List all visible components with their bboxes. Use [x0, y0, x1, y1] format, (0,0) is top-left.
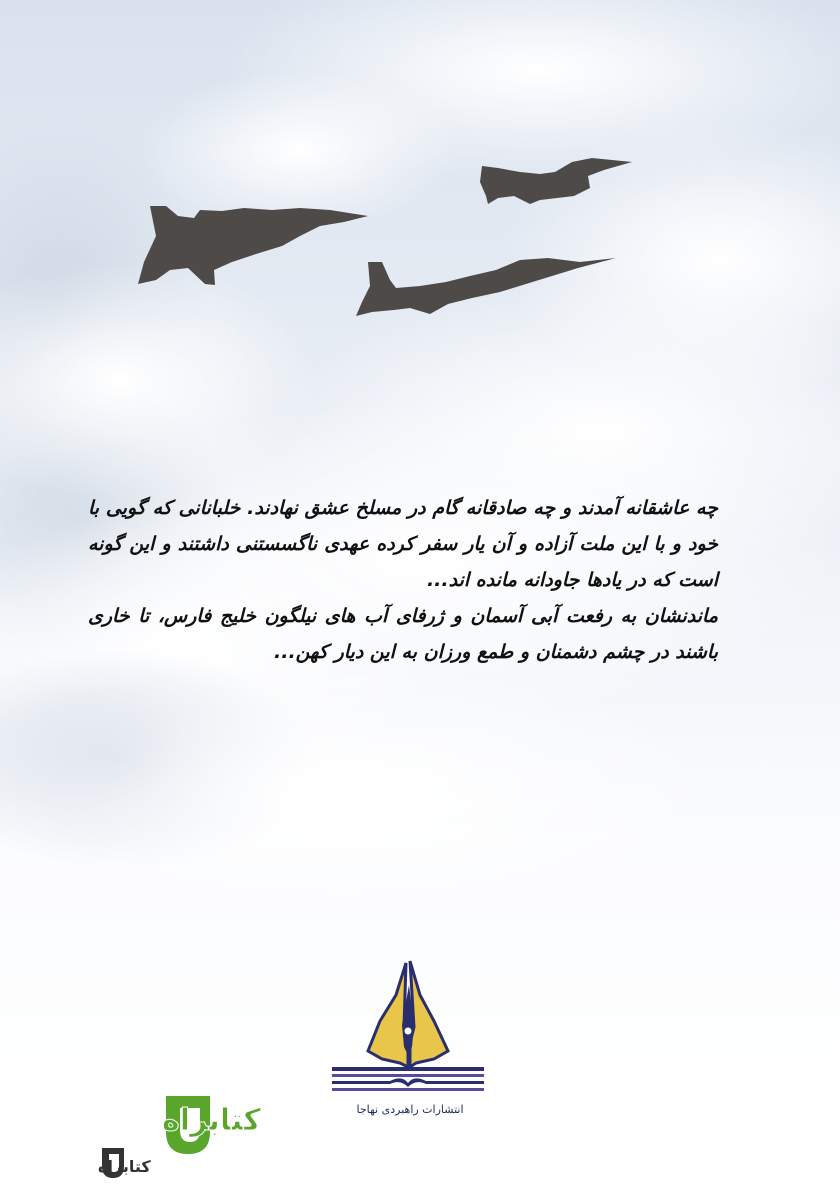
watermark-brand-text: کتابراه — [162, 1103, 261, 1138]
publisher-logo — [330, 955, 490, 1125]
poem-paragraph-2: ماندنشان به رفعت آبی آسمان و ژرفای آب های نیلگون خلیج فارس، تا خاری باشند در چشم دشمنان و طمع ورزان به این دیار کهن... — [88, 605, 718, 663]
watermark-brand-small-text: کتابراه — [98, 1157, 151, 1176]
jet-silhouette-icon — [138, 206, 368, 285]
ketabrah-logo-icon — [40, 1090, 261, 1185]
publisher-emblem-icon — [330, 955, 490, 1105]
poem-text-block — [88, 490, 718, 670]
poem-paragraph-1: چه عاشقانه آمدند و چه صادقانه گام در مسلخ عشق نهادند. خلبانانی که گویی با خود و با این ملت آزاده و آن یار سفر کرده عهدی ناگسستنی داشتند و این گونه است که در یادها جاودانه مانده اند... — [88, 497, 718, 591]
publisher-name: انتشارات راهبردی نهاجا — [356, 1103, 464, 1116]
jet-silhouette-icon — [356, 258, 616, 316]
jets-illustration — [0, 0, 840, 400]
jet-silhouette-icon — [480, 158, 632, 204]
